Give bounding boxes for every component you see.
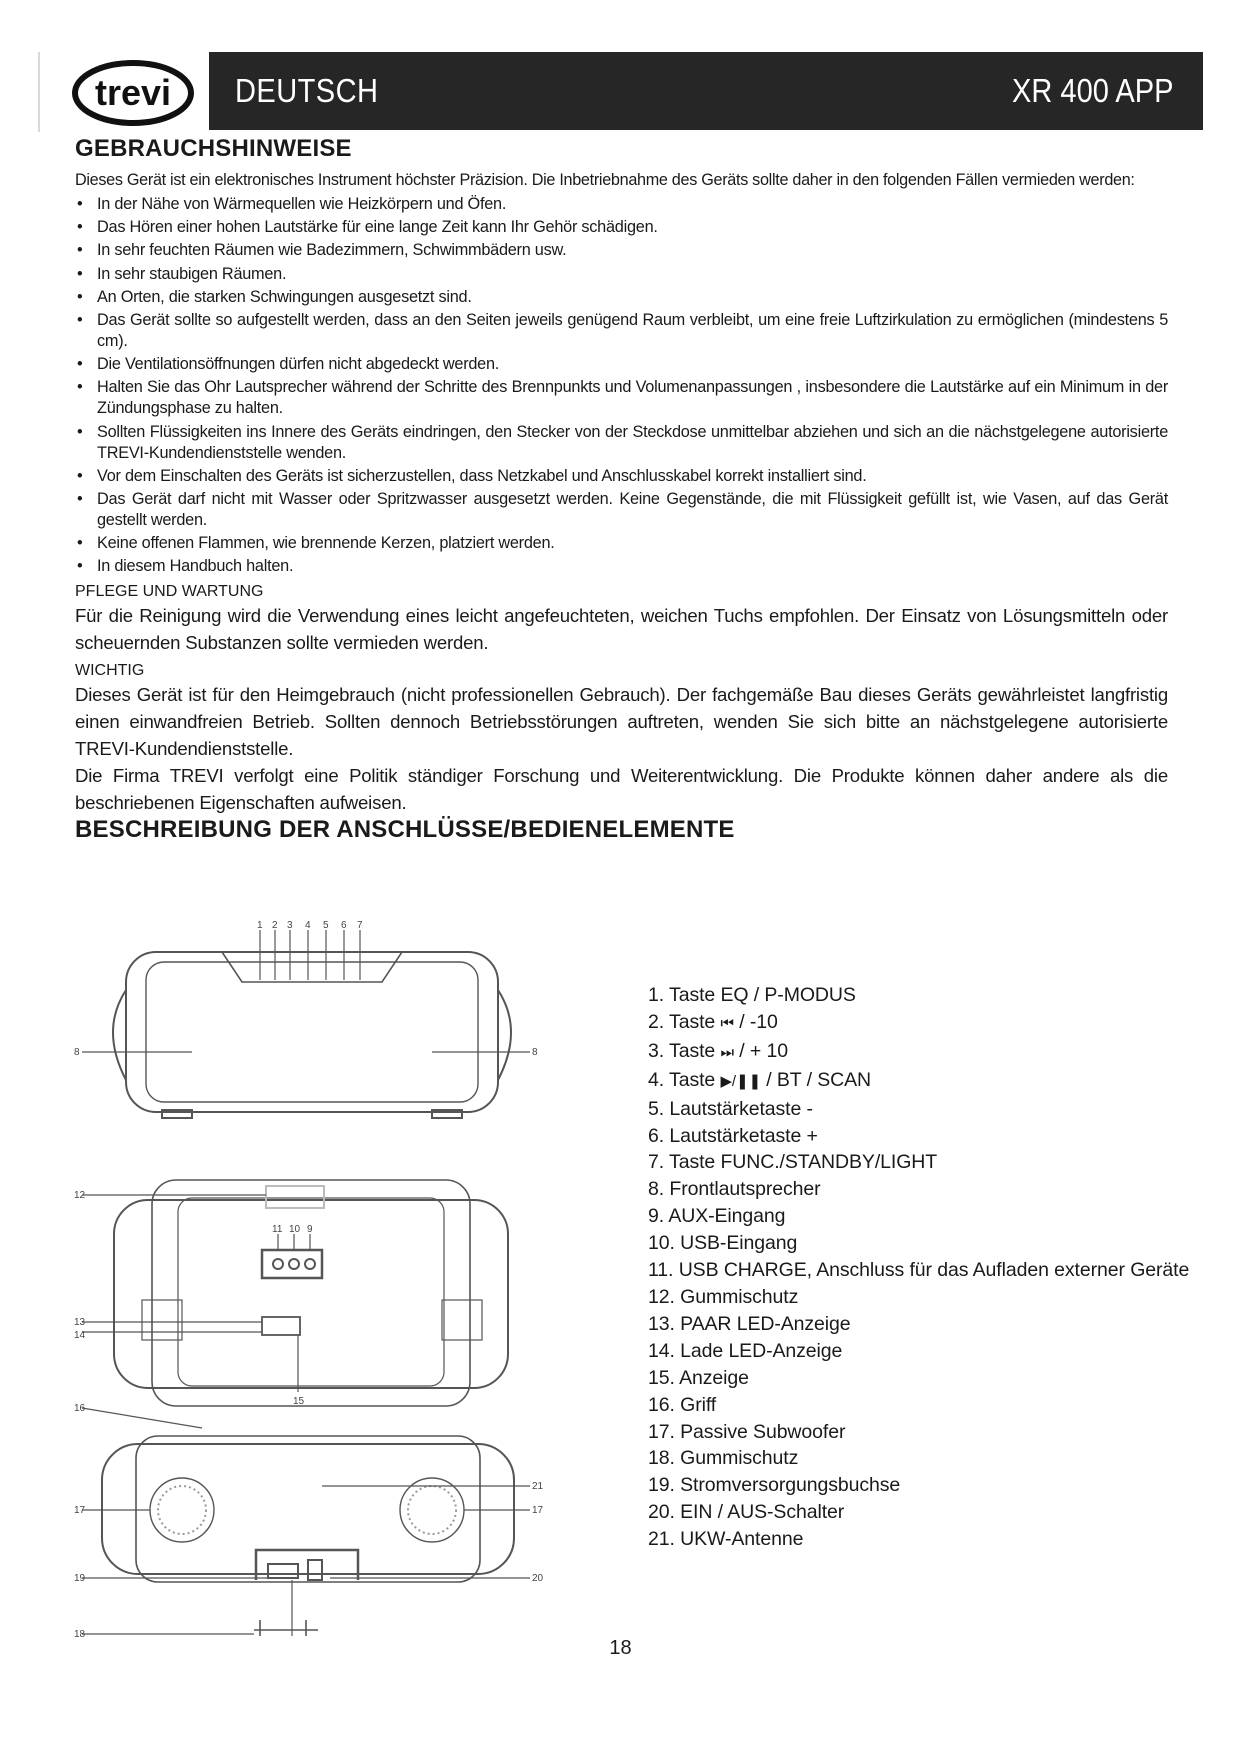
control-label: Taste — [669, 1039, 716, 1062]
control-number: 10. — [648, 1232, 675, 1255]
control-label: Gummischutz — [680, 1285, 799, 1308]
control-number: 15. — [648, 1366, 675, 1389]
back-view — [82, 1180, 508, 1406]
control-item — [648, 1149, 1189, 1176]
usage-bullet: • Vor dem Einschalten des Geräts ist sicherzustellen, dass Netzkabel und Anschlusskabel korrekt installiert sind. — [75, 466, 1168, 487]
label-5: 5 — [323, 920, 329, 931]
control-label: Taste — [669, 1068, 716, 1091]
control-label: USB CHARGE, Anschluss für das Aufladen externer Geräte — [678, 1259, 1190, 1282]
control-item — [648, 1067, 1189, 1096]
control-label: Griff — [680, 1393, 717, 1416]
control-item — [648, 1176, 1189, 1203]
controls-title: BESCHREIBUNG DER ANSCHLÜSSE/BEDIENELEMENTE — [75, 816, 735, 844]
header-bar — [209, 52, 1203, 130]
care-text: Für die Reinigung wird die Verwendung eines leicht angefeuchteten, weichen Tuchs empfohlen. Der Einsatz von Lösungsmitteln oder scheuernden Substanzen sollte vermieden werden. — [75, 605, 1168, 654]
label-4: 4 — [305, 920, 311, 931]
control-item — [648, 1009, 1189, 1038]
control-number: 18. — [648, 1447, 675, 1470]
control-label: AUX-Eingang — [668, 1205, 786, 1228]
page-number: 18 — [609, 1637, 632, 1659]
control-label: USB-Eingang — [680, 1232, 798, 1255]
label-8-right: 8 — [532, 1047, 538, 1058]
control-number: 13. — [648, 1312, 675, 1335]
label-8-left: 8 — [74, 1047, 80, 1058]
control-item — [648, 1123, 1189, 1150]
usage-bullet: • Halten Sie das Ohr Lautsprecher während der Schritte des Brennpunkts und Volumenanpassungen , insbesondere die Lautstärke auf ein Minimum in der Zündungsphase zu halten. — [75, 377, 1168, 419]
usage-bullet: • Keine offenen Flammen, wie brennende Kerzen, platziert werden. — [75, 533, 1168, 554]
control-label-suffix: / + 10 — [739, 1039, 788, 1062]
label-1: 1 — [257, 920, 263, 931]
logo-text: trevi — [94, 72, 172, 113]
label-19: 19 — [74, 1573, 86, 1584]
company-text: Die Firma TREVI verfolgt eine Politik ständiger Forschung und Weiterentwicklung. Die Produkte können daher andere als die beschriebenen Eigenschaften aufweisen. — [75, 765, 1168, 814]
control-item — [648, 1257, 1189, 1284]
label-10: 10 — [289, 1224, 301, 1235]
control-label-suffix: / -10 — [739, 1010, 778, 1033]
label-21: 21 — [532, 1481, 544, 1492]
controls-list — [648, 982, 1189, 1553]
usage-bullet: • In sehr staubigen Räumen. — [75, 264, 1168, 285]
control-item — [648, 1096, 1189, 1123]
control-item — [648, 1445, 1189, 1472]
header-model: XR 400 APP — [1011, 72, 1173, 109]
control-number: 9. — [648, 1205, 665, 1228]
control-number: 5. — [648, 1097, 665, 1120]
control-item — [648, 1526, 1189, 1553]
label-17-left: 17 — [74, 1505, 86, 1516]
label-13: 13 — [74, 1317, 86, 1328]
control-label: Gummischutz — [680, 1447, 799, 1470]
label-6: 6 — [341, 920, 347, 931]
control-label: Lautstärketaste - — [669, 1097, 813, 1120]
control-label: Lautstärketaste + — [669, 1124, 818, 1147]
control-item — [648, 1311, 1189, 1338]
label-12: 12 — [74, 1190, 86, 1201]
control-label: Lade LED-Anzeige — [680, 1339, 843, 1362]
trevi-logo — [70, 58, 196, 128]
control-label: Passive Subwoofer — [680, 1420, 846, 1443]
control-item — [648, 1472, 1189, 1499]
control-label: Frontlautsprecher — [669, 1178, 821, 1201]
control-label: EIN / AUS-Schalter — [680, 1501, 845, 1524]
control-number: 3. — [648, 1039, 665, 1062]
control-number: 2. — [648, 1010, 665, 1033]
control-number: 6. — [648, 1124, 665, 1147]
control-symbol-icon: ▶/❚❚ — [720, 1072, 761, 1090]
control-number: 4. — [648, 1068, 665, 1091]
label-20: 20 — [532, 1573, 544, 1584]
control-item — [648, 1230, 1189, 1257]
usage-bullet: • In der Nähe von Wärmequellen wie Heizkörpern und Öfen. — [75, 194, 1168, 215]
control-item — [648, 1365, 1189, 1392]
label-17-right: 17 — [532, 1505, 544, 1516]
label-14: 14 — [74, 1330, 86, 1341]
control-number: 7. — [648, 1151, 665, 1174]
control-item — [648, 1392, 1189, 1419]
control-item — [648, 1419, 1189, 1446]
label-2: 2 — [272, 920, 278, 931]
control-label: Stromversorgungsbuchse — [680, 1474, 901, 1497]
control-symbol-icon: ⏭ — [720, 1043, 734, 1061]
control-number: 14. — [648, 1339, 675, 1362]
margin-rule — [38, 52, 40, 132]
control-label: Anzeige — [679, 1366, 749, 1389]
label-15: 15 — [293, 1396, 305, 1407]
label-11: 11 — [272, 1224, 283, 1235]
usage-bullet-list — [75, 194, 1168, 577]
label-3: 3 — [287, 920, 293, 931]
page-content — [75, 135, 1168, 844]
front-view — [82, 930, 530, 1118]
usage-bullet: • Die Ventilationsöffnungen dürfen nicht abgedeckt werden. — [75, 354, 1168, 375]
control-number: 1. — [648, 984, 665, 1006]
bottom-view — [82, 1408, 530, 1636]
usage-bullet: • Das Hören einer hohen Lautstärke für eine lange Zeit kann Ihr Gehör schädigen. — [75, 217, 1168, 238]
label-16: 16 — [74, 1403, 86, 1414]
control-label: Taste FUNC./STANDBY/LIGHT — [669, 1151, 938, 1174]
control-label: UKW-Antenne — [680, 1528, 804, 1551]
usage-bullet: • Das Gerät sollte so aufgestellt werden, dass an den Seiten jeweils genügend Raum verbleibt, um eine freie Luftzirkulation zu ermöglichen (mindestens 5 cm). — [75, 310, 1168, 352]
header-language: DEUTSCH — [235, 72, 379, 109]
control-number: 8. — [648, 1178, 665, 1201]
label-9: 9 — [307, 1224, 313, 1235]
important-heading: WICHTIG — [75, 662, 145, 680]
control-item — [648, 1203, 1189, 1230]
control-label-suffix: / BT / SCAN — [766, 1068, 871, 1091]
control-number: 19. — [648, 1474, 675, 1497]
usage-bullet: • In sehr feuchten Räumen wie Badezimmern, Schwimmbädern usw. — [75, 240, 1168, 261]
control-symbol-icon: ⏮ — [720, 1014, 734, 1032]
control-number: 21. — [648, 1528, 675, 1551]
control-label: PAAR LED-Anzeige — [680, 1312, 851, 1335]
label-18: 18 — [74, 1629, 86, 1640]
control-item — [648, 1338, 1189, 1365]
control-number: 12. — [648, 1285, 675, 1308]
usage-intro: Dieses Gerät ist ein elektronisches Instrument höchster Präzision. Die Inbetriebnahme des Geräts sollte daher in den folgenden Fällen vermieden werden: — [75, 171, 1135, 189]
control-label: Taste — [669, 1010, 716, 1033]
care-heading: PFLEGE UND WARTUNG — [75, 583, 264, 601]
usage-title: GEBRAUCHSHINWEISE — [75, 135, 352, 162]
control-number: 11. — [648, 1259, 674, 1282]
usage-bullet: • An Orten, die starken Schwingungen ausgesetzt sind. — [75, 287, 1168, 308]
important-text: Dieses Gerät ist für den Heimgebrauch (nicht professionellen Gebrauch). Der fachgemäße Bau dieses Geräts gewährleistet langfristig einen einwandfreien Betrieb. Sollten dennoch Betriebsstörungen auftreten, wenden Sie sich bitte an nächstgelegene autorisierte TREVI-Kundendienststelle. — [75, 684, 1168, 760]
control-item — [648, 1038, 1189, 1067]
usage-bullet: • Sollten Flüssigkeiten ins Innere des Geräts eindringen, den Stecker von der Steckdose unmittelbar abziehen und sich an die nächstgelegene autorisierte TREVI-Kundendienststelle wenden. — [75, 422, 1168, 464]
control-item — [648, 982, 1189, 1009]
label-7: 7 — [357, 920, 363, 931]
usage-bullet: • In diesem Handbuch halten. — [75, 556, 1168, 577]
usage-bullet: • Das Gerät darf nicht mit Wasser oder Spritzwasser ausgesetzt werden. Keine Gegenstände, die mit Flüssigkeit gefüllt ist, wie Vasen, auf das Gerät gestellt werden. — [75, 489, 1168, 531]
control-item — [648, 1499, 1189, 1526]
control-item — [648, 1284, 1189, 1311]
control-number: 17. — [648, 1420, 675, 1443]
control-number: 20. — [648, 1501, 675, 1524]
device-diagram — [74, 920, 552, 1645]
control-number: 16. — [648, 1393, 675, 1416]
control-label: Taste EQ / P-MODUS — [669, 984, 856, 1006]
